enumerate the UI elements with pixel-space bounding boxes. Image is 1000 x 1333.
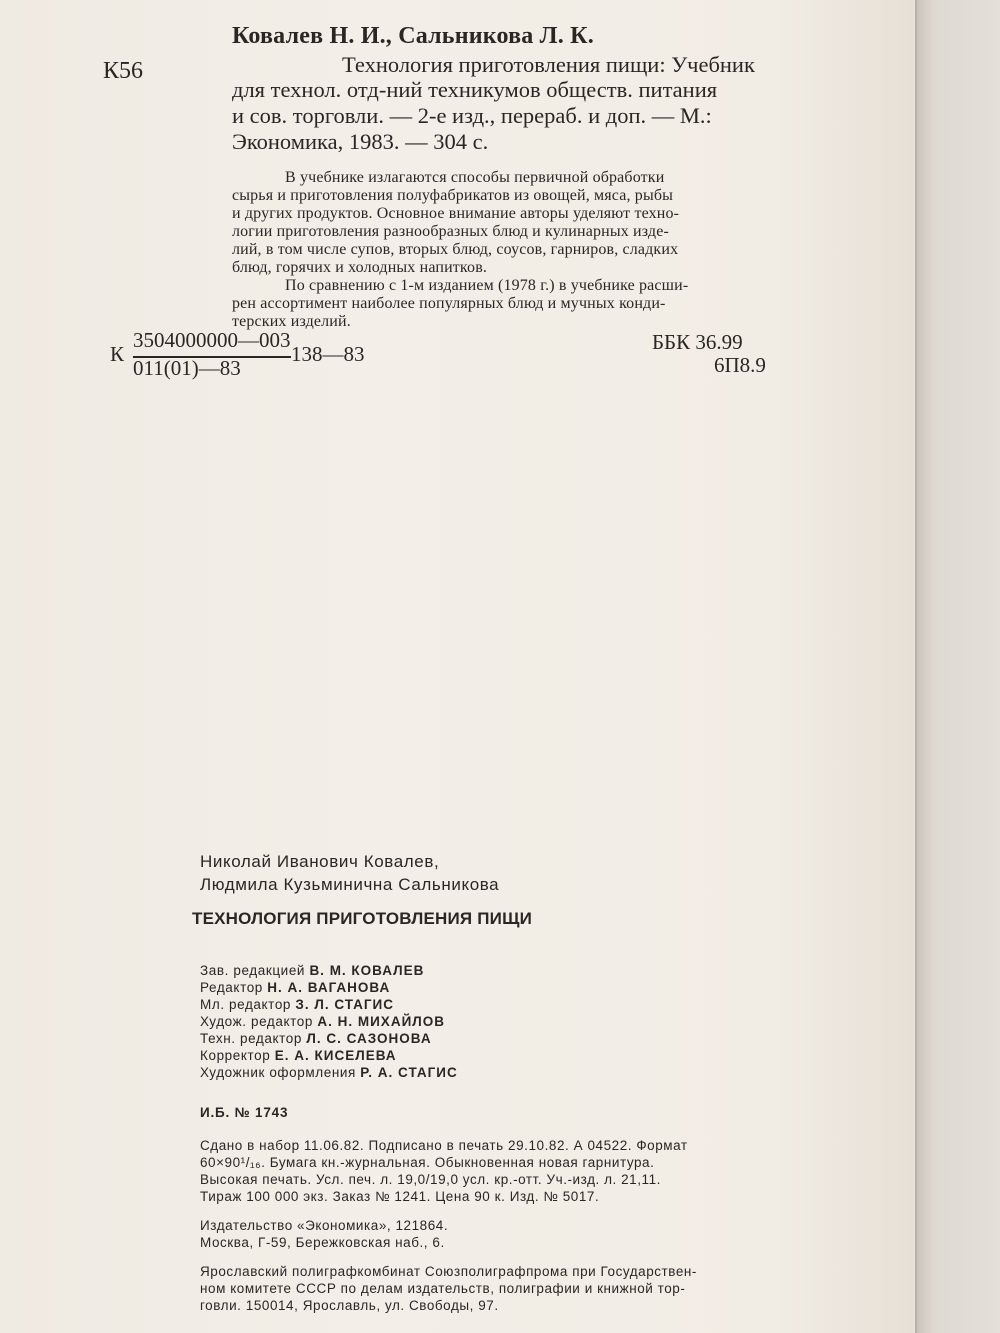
credit-role: Зав. редакцией <box>200 963 306 978</box>
credit-name: В. М. КОВАЛЕВ <box>309 963 425 978</box>
publisher-line-1: Издательство «Экономика», 121864. <box>200 1218 449 1233</box>
annotation-line-6: блюд, горячих и холодных напитков. <box>232 259 488 276</box>
printer-line-2: ном комитете СССР по делам издательств, полиграфии и книжной тор- <box>200 1281 686 1296</box>
index-numerator: 3504000000—003 <box>133 328 291 352</box>
credit-name: Р. А. СТАГИС <box>360 1065 458 1080</box>
bib-line-3: и сов. торговли. — 2-е изд., перераб. и доп. — М.: <box>232 103 712 128</box>
annotation-line-8: рен ассортимент наиболее популярных блюд и мучных конди- <box>232 295 666 312</box>
credit-role: Мл. редактор <box>200 997 292 1012</box>
credit-name: А. Н. МИХАЙЛОВ <box>317 1014 445 1029</box>
credit-role: Техн. редактор <box>200 1031 303 1046</box>
authors-heading: Ковалев Н. И., Сальникова Л. К. <box>232 23 594 49</box>
annotation-line-9: терских изделий. <box>232 313 351 330</box>
annotation-line-3: и других продуктов. Основное внимание авторы уделяют техно- <box>232 205 680 222</box>
annotation-line-7: По сравнению с 1-м изданием (1978 г.) в учебнике расши- <box>285 277 689 294</box>
printer-line-3: говли. 150014, Ярославль, ул. Свободы, 97. <box>200 1298 499 1313</box>
credit-role: Редактор <box>200 980 263 995</box>
annotation-line-1: В учебнике излагаются способы первичной обработки <box>285 169 665 186</box>
printer-line-1: Ярославский полиграфкомбинат Союзполиграфпрома при Государствен- <box>200 1264 697 1279</box>
bib-line-4: Экономика, 1983. — 304 с. <box>232 129 489 154</box>
credit-line <box>200 1031 432 1046</box>
annotation-line-4: логии приготовления разнообразных блюд и кулинарных изде- <box>232 223 669 240</box>
full-author-2: Людмила Кузьминична Сальникова <box>200 875 500 894</box>
publisher-line-2: Москва, Г-59, Бережковская наб., 6. <box>200 1235 445 1250</box>
imprint-line-2: 60×90¹/₁₆. Бумага кн.-журнальная. Обыкновенная новая гарнитура. <box>200 1155 655 1170</box>
credit-name: Н. А. ВАГАНОВА <box>267 980 391 995</box>
credit-name: З. Л. СТАГИС <box>295 997 395 1012</box>
credit-line <box>200 997 394 1012</box>
credit-role: Корректор <box>200 1048 271 1063</box>
credit-name: Е. А. КИСЕЛЕВА <box>274 1048 397 1063</box>
credit-role: Худож. редактор <box>200 1014 313 1029</box>
ib-number: И.Б. № 1743 <box>200 1105 289 1120</box>
bib-line-2: для технол. отд-ний техникумов обществ. питания <box>232 77 718 102</box>
bbk-code: ББК 36.99 <box>652 330 743 354</box>
annotation-line-5: лий, в том числе супов, вторых блюд, соусов, гарниров, сладких <box>232 241 679 258</box>
index-suffix: 138—83 <box>291 342 365 366</box>
catalog-code: К56 <box>103 58 144 84</box>
credit-role: Художник оформления <box>200 1065 356 1080</box>
credit-line <box>200 1048 397 1063</box>
full-author-1: Николай Иванович Ковалев, <box>200 852 440 871</box>
credit-line <box>200 1065 458 1080</box>
bib-line-1: Технология приготовления пищи: Учебник <box>342 52 755 77</box>
imprint-line-3: Высокая печать. Усл. печ. л. 19,0/19,0 усл. кр.-отт. Уч.-изд. л. 21,11. <box>200 1172 661 1187</box>
credit-line <box>200 1014 445 1029</box>
credit-name: Л. С. САЗОНОВА <box>306 1031 432 1046</box>
index-letter: К <box>110 342 125 366</box>
adjacent-page-edge <box>915 0 1000 1333</box>
imprint-line-4: Тираж 100 000 экз. Заказ № 1241. Цена 90 к. Изд. № 5017. <box>200 1189 600 1204</box>
annotation-line-2: сырья и приготовления полуфабрикатов из овощей, мяса, рыбы <box>232 187 674 204</box>
bbk-subcode: 6П8.9 <box>714 353 766 377</box>
credit-line <box>200 963 424 978</box>
imprint-line-1: Сдано в набор 11.06.82. Подписано в печать 29.10.82. А 04522. Формат <box>200 1138 688 1153</box>
credit-line <box>200 980 390 995</box>
index-denominator: 011(01)—83 <box>133 356 241 380</box>
book-title: ТЕХНОЛОГИЯ ПРИГОТОВЛЕНИЯ ПИЩИ <box>192 909 533 928</box>
